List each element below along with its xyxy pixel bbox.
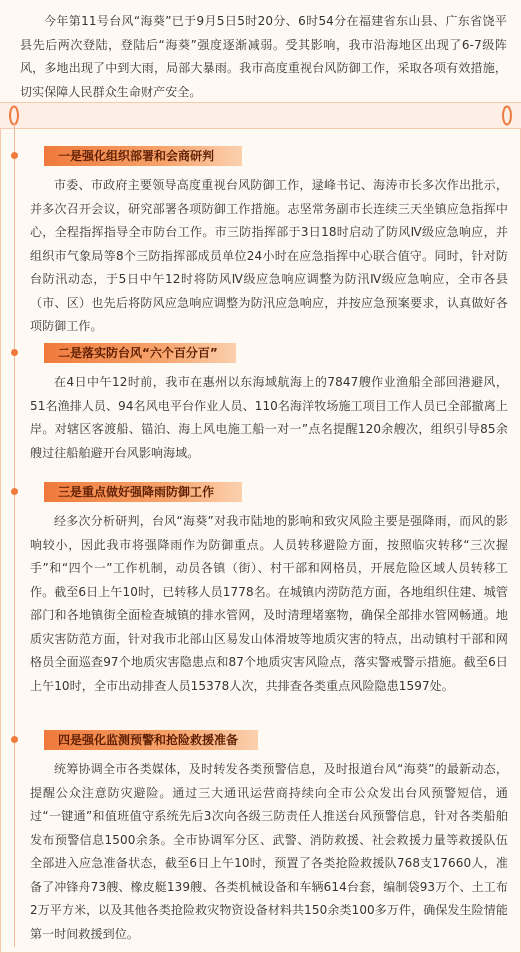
intro-paragraph: 今年第11号台风“海葵”已于9月5日5时20分、6时54分在福建省东山县、广东省饶平县先后两次登陆，登陆后“海葵”强度逐渐减弱。受其影响，我市沿海地区出现了6-7级阵风，多地出现了中到大雨，局部大暴雨。我市高度重视台风防御工作，采取各项有效措施，切实保障人民群众生命财产安全。 [20, 14, 507, 99]
bullet-dot [11, 349, 18, 356]
section-2-title: 二是落实防台风“六个百分百” [44, 343, 236, 363]
intro-card [0, 0, 521, 103]
bullet-dot [11, 488, 18, 495]
ring-connector [0, 103, 521, 128]
section-1-title: 一是强化组织部署和会商研判 [44, 146, 242, 166]
bullet-dot [11, 736, 18, 743]
timeline-line [14, 122, 15, 947]
section-3-body: 经多次分析研判，台风“海葵”对我市陆地的影响和致灾风险主要是强降雨，而风的影响较小，因此我市将强降雨作为防御重点。人员转移避险方面，按照临灾转移“三次握手”和“四个一”工作机制，动员各镇（街）、村干部和网格员，开展危险区域人员转移工作。截至6日上午10时，已转移人员1778名。在城镇内涝防范方面，各地组织住建、城管部门和各地镇街全面检查城镇的排水管网，及时清理堵塞物，确保全部排水管网畅通。地质灾害防范方面，针对我市北部山区易发山体滑坡等地质灾害的特点，出动镇村干部和网格员全面巡查97个地质灾害隐患点和87个地质灾害风险点，落实警戒警示措施。截至6日上午10时，全市出动排查人员15378人次，共排查各类重点风险隐患1597处。 [30, 514, 508, 693]
bullet-dot [11, 152, 18, 159]
section-2-body: 在4日中午12时前，我市在惠州以东海域航海上的7847艘作业渔船全部回港避风，51名渔排人员、94名风电平台作业人员、110名海洋牧场施工项目工作人员已全部撤离上岸。对辖区客渡船、锚泊、海上风电施工船一对一”点名提醒120余艘次，组织引导85余艘过往船舶避开台风影响海域。 [30, 375, 508, 460]
section-4-body: 统筹协调全市各类媒体，及时转发各类预警信息，及时报道台风“海葵”的最新动态，提醒公众注意防灾避险。通过三大通讯运营商持续向全市公众发出台风预警短信，通过“一键通”和值班值守系统先后3次向各级三防责任人推送台风预警信息，针对各类船舶发布预警信息1500余条。全市协调军分区、武警、消防救援、社会救援力量等救援队伍全部进入应急准备状态，截至6日上午10时，预置了各类抢险救援队768支17660人，准备了冲锋舟73艘、橡皮艇139艘、各类机械设备和车辆614台套，编制袋93万个、土工布2万平方米，以及其他各类抢险救灾物资设备材料共150余类100多万件，确保发生险情能第一时间救援到位。 [30, 762, 508, 941]
section-3-title: 三是重点做好强降雨防御工作 [44, 482, 242, 502]
section-1-body: 市委、市政府主要领导高度重视台风防御工作，逯峰书记、海涛市长多次作出批示，并多次召开会议，研究部署各项防御工作措施。志坚常务副市长连续三天坐镇应急指挥中心，全程指挥指导全市防台工作。市三防指挥部于3日18时启动了防风Ⅳ级应急响应，并组织市气象局等8个三防指挥部成员单位24小时在应急指挥中心联合值守。同时，针对防台防汛动态，于5日中午12时将防风Ⅳ级应急响应调整为防汛Ⅳ级应急响应，全市各县（市、区）也先后将防风应急响应调整为防汛应急响应，并按应急预案要求，认真做好各项防御工作。 [30, 178, 508, 333]
section-4-title: 四是强化监测预警和抢险救援准备 [44, 730, 258, 750]
